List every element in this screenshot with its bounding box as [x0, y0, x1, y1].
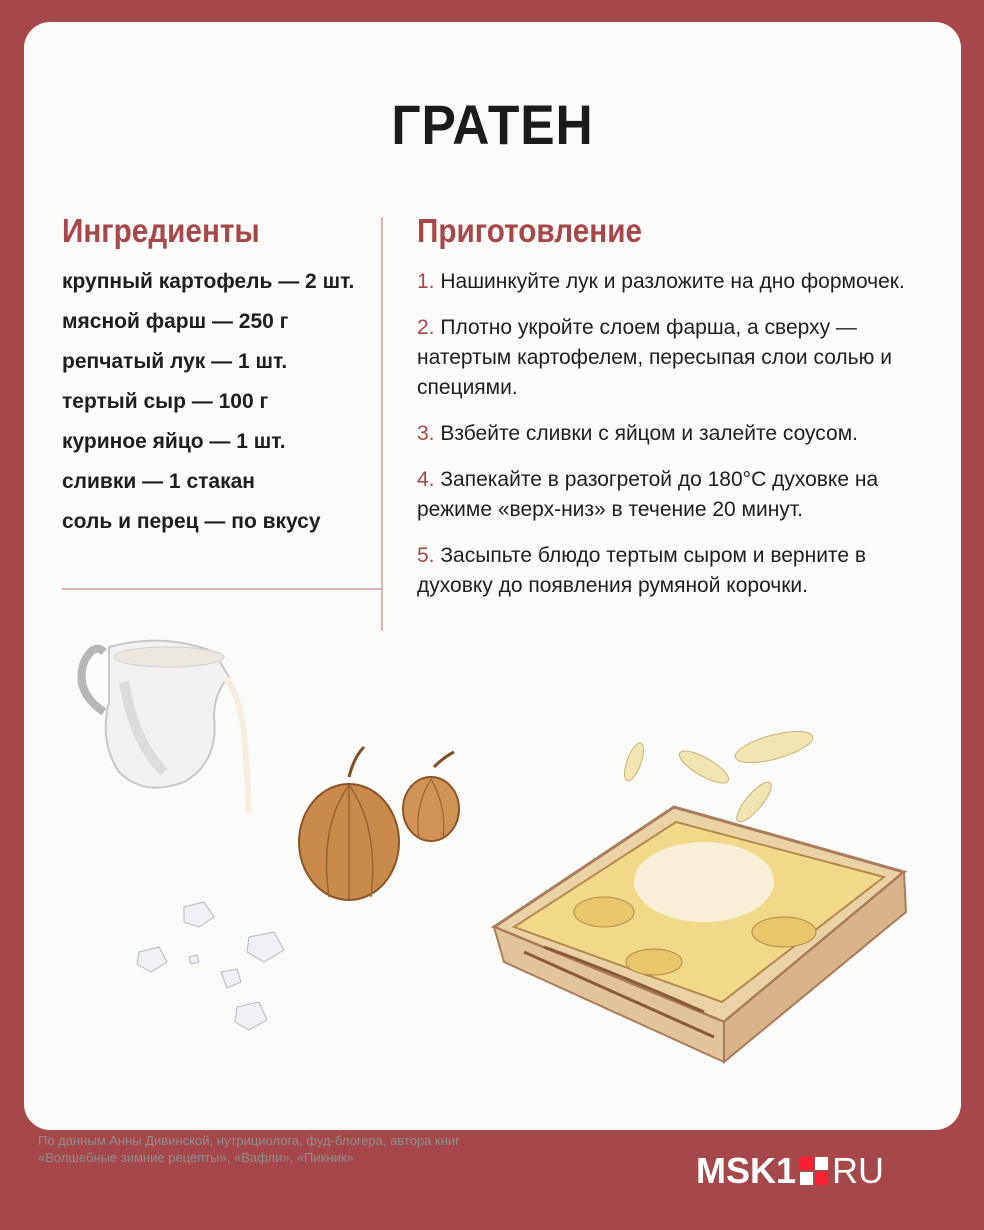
step-item	[417, 465, 927, 525]
step-text: Запекайте в разогретой до 180°С духовке на режиме «верх-низ» в течение 20 минут.	[417, 468, 879, 521]
recipe-card	[24, 22, 961, 1130]
step-text: Засыпьте блюдо тертым сыром и верните в духовку до появления румяной корочки.	[417, 544, 866, 597]
step-text: Плотно укройте слоем фарша, а сверху — натертым картофелем, пересыпая слои солью и специями.	[417, 316, 892, 399]
gratin-dish-illustration	[454, 652, 914, 1082]
logo-left: MSK1	[696, 1150, 797, 1191]
step-number: 4.	[417, 468, 435, 491]
column-divider	[381, 217, 383, 631]
logo-right: RU	[832, 1150, 885, 1191]
ingredient-item: тертый сыр — 100 г	[62, 390, 269, 413]
onions-illustration	[279, 737, 479, 917]
step-number: 3.	[417, 422, 435, 445]
source-note: По данным Анны Дивинской, нутрициолога, фуд-блогера, автора книг «Волшебные зимние рецепты», «Вафли», «Пикник»	[38, 1133, 460, 1165]
ingredient-item: сливки — 1 стакан	[62, 470, 255, 493]
preparation-steps	[417, 267, 927, 617]
ingredient-item: куриное яйцо — 1 шт.	[62, 430, 286, 453]
step-item	[417, 267, 927, 297]
step-item	[417, 419, 927, 449]
step-number: 2.	[417, 316, 435, 339]
ingredient-item: крупный картофель — 2 шт.	[62, 270, 355, 293]
logo-squares-icon	[800, 1157, 828, 1185]
milk-pitcher-illustration	[64, 622, 254, 822]
salt-crystals-illustration	[129, 892, 329, 1042]
ingredients-list	[62, 267, 362, 547]
step-number: 5.	[417, 544, 435, 567]
ingredient-item: репчатый лук — 1 шт.	[62, 350, 288, 373]
ingredient-item: соль и перец — по вкусу	[62, 510, 321, 533]
step-number: 1.	[417, 270, 435, 293]
step-item	[417, 313, 927, 403]
page-title: ГРАТЕН	[391, 93, 594, 156]
ingredient-item: мясной фарш — 250 г	[62, 310, 289, 333]
ingredients-heading: Ингредиенты	[62, 212, 260, 249]
step-item	[417, 541, 927, 601]
logo-tab	[664, 1132, 984, 1230]
step-text: Нашинкуйте лук и разложите на дно формочек.	[440, 270, 905, 293]
ingredients-divider	[62, 588, 383, 590]
step-text: Взбейте сливки с яйцом и залейте соусом.	[440, 422, 858, 445]
preparation-heading: Приготовление	[417, 212, 642, 249]
msk1-logo[interactable]	[696, 1150, 884, 1192]
